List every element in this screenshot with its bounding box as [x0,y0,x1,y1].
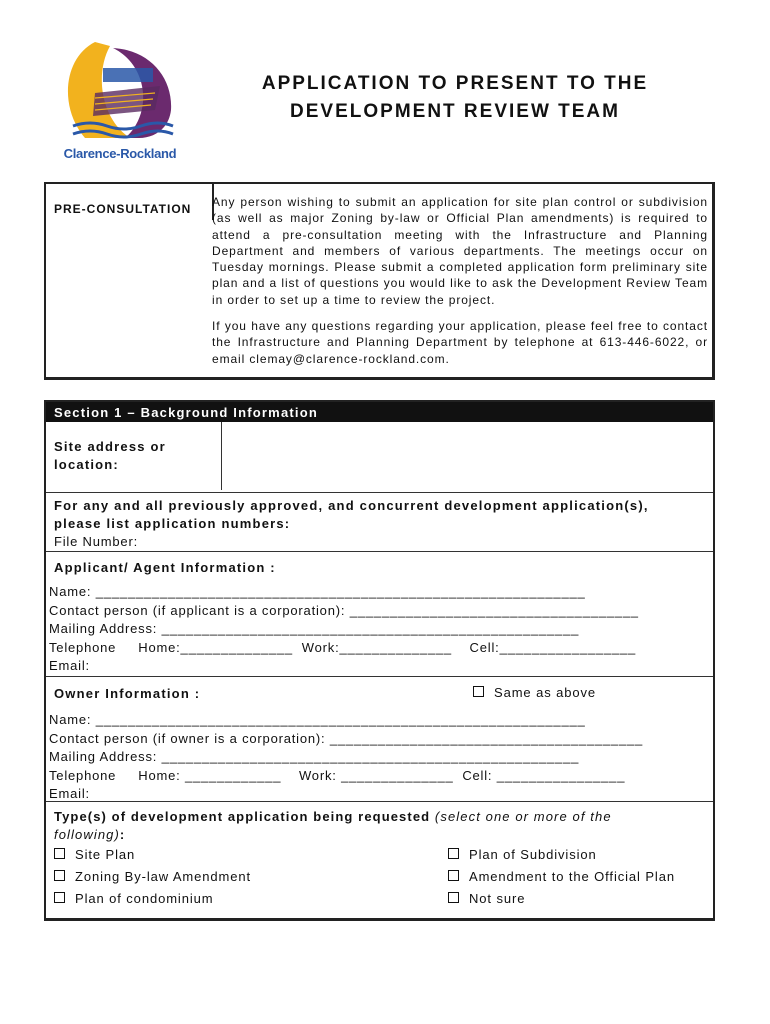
type-label: Plan of condominium [75,891,214,906]
types-heading-bold: Type(s) of development application being requested [54,809,431,824]
same-as-above-option[interactable] [473,685,596,700]
owner-contact-field[interactable]: Contact person (if owner is a corporation): _______________________________________ [49,730,644,746]
checkbox-icon[interactable] [448,870,459,881]
section-1-header [46,402,713,422]
document-title [205,70,705,126]
logo-text: Clarence-Rockland [63,146,177,161]
type-label: Amendment to the Official Plan [469,869,675,884]
type-label: Plan of Subdivision [469,847,597,862]
title-line-2: DEVELOPMENT REVIEW TEAM [290,101,620,122]
checkbox-icon[interactable] [448,848,459,859]
checkbox-icon[interactable] [54,870,65,881]
section-1-form [44,400,715,921]
site-address-field[interactable] [221,422,712,490]
section-1-header-text: Section 1 – Background Information [54,405,318,420]
clarence-rockland-logo [55,38,185,168]
same-as-above-checkbox[interactable] [473,686,484,697]
title-line-1: APPLICATION TO PRESENT TO THE [261,73,649,94]
applicant-info-row [46,552,713,677]
checkbox-icon[interactable] [448,892,459,903]
preconsultation-paragraph-2: If you have any questions regarding your application, please feel free to contact the Infrastructure and Planning Department by telephone at 613-446-6022, or email clemay@clarence-rockland.com. [212,319,708,366]
site-address-row [46,422,713,493]
type-option-condominium[interactable] [54,888,214,910]
owner-name-field[interactable]: Name: _____________________________________________________________ [49,712,586,727]
types-heading-italic-2: following) [54,827,120,842]
types-heading-italic-1: (select one or more of the [434,809,612,824]
previous-applications-row [46,493,713,552]
preconsultation-text [212,194,708,377]
preconsultation-label: PRE-CONSULTATION [54,202,192,216]
preconsultation-box [44,182,715,380]
types-heading-colon: : [119,827,126,842]
applicant-heading: Applicant/ Agent Information : [54,560,276,575]
type-option-zoning[interactable] [54,866,251,888]
applicant-mailing-field[interactable]: Mailing Address: ____________________________________________________ [49,621,580,636]
file-number-field[interactable]: File Number: [54,534,139,549]
type-option-not-sure[interactable] [448,888,525,910]
preconsultation-paragraph-1: Any person wishing to submit an application for site plan control or subdivision (as well as major Zoning by-law or Official Plan amendments) is required to attend a pre-consultation meeting with the Infrastructure and Planning Department and members of various departments. The meetings occur on Tuesday mornings. Please submit a completed application form preliminary site plan and a list of questions you would like to ask the Development Review Team in order to set up a time to review the project. [212,195,708,307]
type-label: Site Plan [75,847,136,862]
site-address-label-line-2: location: [54,457,119,472]
application-types-heading [54,808,694,844]
applicant-email-field[interactable]: Email: [49,658,90,673]
type-option-subdivision[interactable] [448,844,597,866]
checkbox-icon[interactable] [54,848,65,859]
type-label: Not sure [469,891,526,906]
type-option-official-plan[interactable] [448,866,675,888]
site-address-label [54,438,166,474]
applicant-contact-field[interactable]: Contact person (if applicant is a corporation): ____________________________________ [49,602,639,618]
previous-applications-line-2: please list application numbers: [54,516,291,531]
same-as-above-label: Same as above [494,685,597,700]
owner-mailing-field[interactable]: Mailing Address: ____________________________________________________ [49,749,580,764]
owner-telephone-field[interactable]: Telephone Home: ____________ Work: ______________ Cell: ________________ [49,767,626,783]
application-types-row [46,802,713,917]
type-label: Zoning By-law Amendment [75,869,252,884]
type-option-site-plan[interactable] [54,844,135,866]
applicant-name-field[interactable]: Name: _____________________________________________________________ [49,584,586,599]
owner-info-row [46,677,713,802]
owner-heading: Owner Information : [54,686,201,701]
previous-applications-line-1: For any and all previously approved, and concurrent development application(s), [54,498,649,513]
applicant-telephone-field[interactable]: Telephone Home:______________ Work:______________ Cell:_________________ [49,639,637,655]
checkbox-icon[interactable] [54,892,65,903]
site-address-label-line-1: Site address or [54,439,166,454]
owner-email-field[interactable]: Email: [49,786,90,801]
